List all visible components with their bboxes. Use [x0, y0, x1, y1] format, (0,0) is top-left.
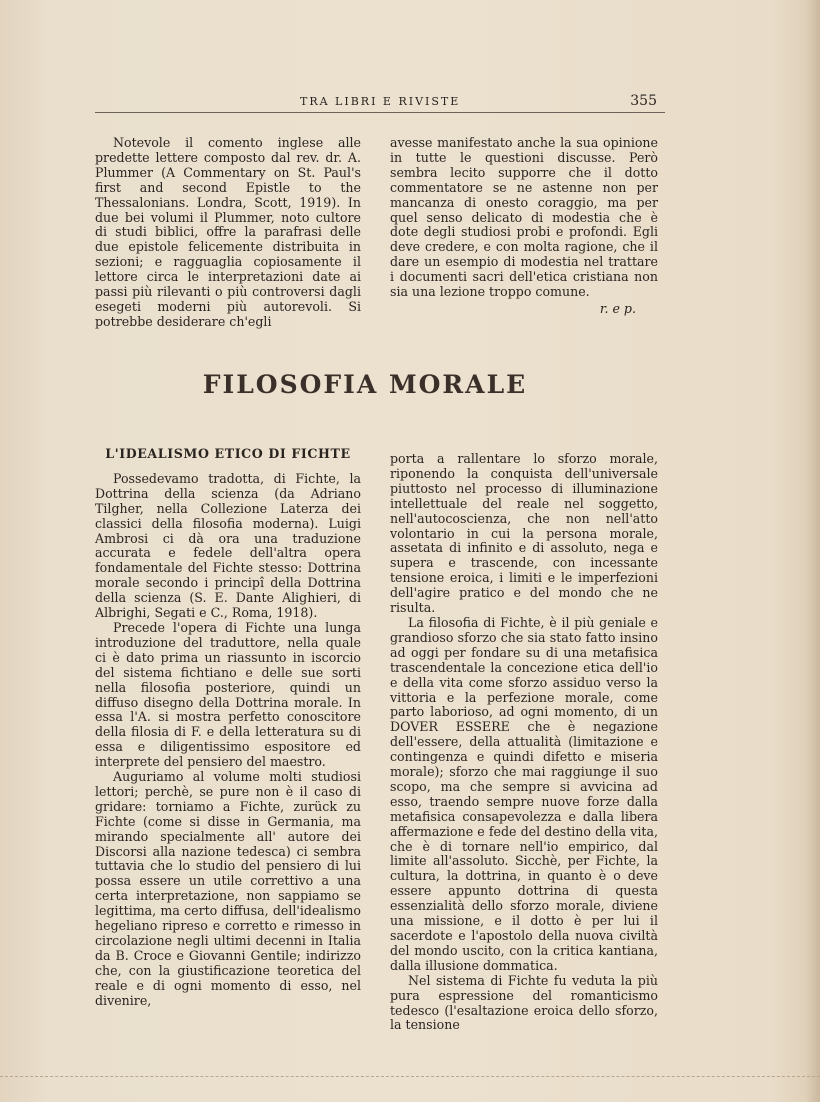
bottom-rule — [0, 1076, 820, 1078]
article-column-left — [95, 447, 361, 1009]
article-column-right — [390, 452, 658, 1033]
article-title: L'IDEALISMO ETICO DI FICHTE — [105, 446, 351, 461]
page-edge-shadow — [806, 0, 820, 1102]
page-header — [95, 92, 665, 113]
running-head: TRA LIBRI E RIVISTE — [300, 95, 461, 108]
paragraph: Nel sistema di Fichte fu veduta la più pura espressione del romanticismo tedesco (l'esaltazione eroica dello sforzo, la tensione — [390, 972, 658, 1033]
paragraph: avesse manifestato anche la sua opinione in tutte le questioni discusse. Però sembra lecito supporre che il dotto commentatore se ne astenne non per mancanza di onesto coraggio, ma per quel senso delicato di modestia che è dote degli studiosi probi e profondi. Egli deve credere, e con molta ragione, che il dare un esempio di modestia nel trattare i documenti sacri dell'etica cristiana non sia una lezione troppo comune. — [390, 135, 658, 300]
paragraph: Precede l'opera di Fichte una lunga introduzione del traduttore, nella quale ci è dato prima un riassunto in iscorcio del sistema fichtiano e delle sue sorti nella filosofia posteriore, quindi un diffuso disegno della Dottrina morale. In essa l'A. si mostra perfetto conoscitore della filosia di F. e della letteratura su di essa e diligentissimo espositore ed interprete del pensiero del maestro. — [95, 619, 361, 770]
prev-review-column-left — [95, 136, 361, 330]
prev-review-column-right — [390, 136, 658, 317]
paragraph: Auguriamo al volume molti studiosi lettori; perchè, se pure non è il caso di gridare: torniamo a Fichte, zurück zu Fichte (come si disse in Germania, ma mirando specialmente all' autore dei Discorsi alla nazione tedesca) ci sembra tuttavia che lo studio del pensiero di lui possa essere un utile correttivo a una certa interpretazione, non sappiamo se legittima, ma certo diffusa, dell'idealismo hegeliano ripreso e corretto e rimesso in circolazione negli ultimi decenni in Italia da B. Croce e Giovanni Gentile; indirizzo che, con la giustificazione teoretica del reale e di ogni momento di esso, nel divenire, — [95, 769, 361, 1008]
section-title: FILOSOFIA MORALE — [202, 370, 528, 399]
review-signature: r. e p. — [599, 300, 636, 316]
page-number: 355 — [630, 93, 657, 109]
paragraph: Possedevamo tradotta, di Fichte, la Dottrina della scienza (da Adriano Tilgher, nella Collezione Laterza dei classici della filosofia moderna). Luigi Ambrosi ci dà ora una traduzione accurata e fedele dell'altra opera fondamentale del Fichte stesso: Dottrina morale secondo i principî della Dottrina della scienza (S. E. Dante Alighieri, di Albrighi, Segati e C., Roma, 1918). — [95, 470, 361, 621]
paragraph: porta a rallentare lo sforzo morale, riponendo la conquista dell'universale piuttosto nel processo di illuminazione intellettuale del reale nel soggetto, nell'autocoscienza, che non nell'atto volontario in cui la persona morale, assetata di infinito e di assoluto, nega e supera e trascende, con incessante tensione eroica, i limiti e le imperfezioni dell'agire pratico e del mondo che ne risulta. — [390, 451, 658, 616]
paragraph: La filosofia di Fichte, è il più geniale e grandioso sforzo che sia stato fatto insino ad oggi per fondare su di una metafisica trascendentale la concezione etica dell'io e della vita come sforzo assiduo verso la vittoria e la perfezione morale, come parto laborioso, ad ogni momento, di un DOVER ESSERE che è negazione dell'essere, della attualità (limitazione e contingenza e quindi difetto e miseria morale); sforzo che mai raggiunge il suo scopo, ma che sempre si avvicina ad esso, traendo sempre nuove forze dalla metafisica consapevolezza e dalla libera affermazione e fede del destino della vita, che è di tornare nell'io empirico, dal limite all'assoluto. Sicchè, per Fichte, la cultura, la dottrina, in quanto è o deve essere appunto dottrina di questa essenzialità dello sforzo morale, diviene una missione, e il dotto è per lui il sacerdote e l'apostolo della nuova civiltà del mondo uscito, con la critica kantiana, dalla illusione dommatica. — [390, 614, 658, 973]
paragraph: Notevole il comento inglese alle predette lettere composto dal rev. dr. A. Plummer (A Commentary on St. Paul's first and second Epistle to the Thessalonians. Londra, Scott, 1919). In due bei volumi il Plummer, noto cultore di studi biblici, offre la parafrasi delle due epistole felicemente distribuita in sezioni; e ragguaglia copiosamente il lettore circa le interpretazioni date ai passi più rilevanti o più controversi dagli esegeti moderni più autorevoli. Si potrebbe desiderare ch'egli — [95, 135, 361, 329]
